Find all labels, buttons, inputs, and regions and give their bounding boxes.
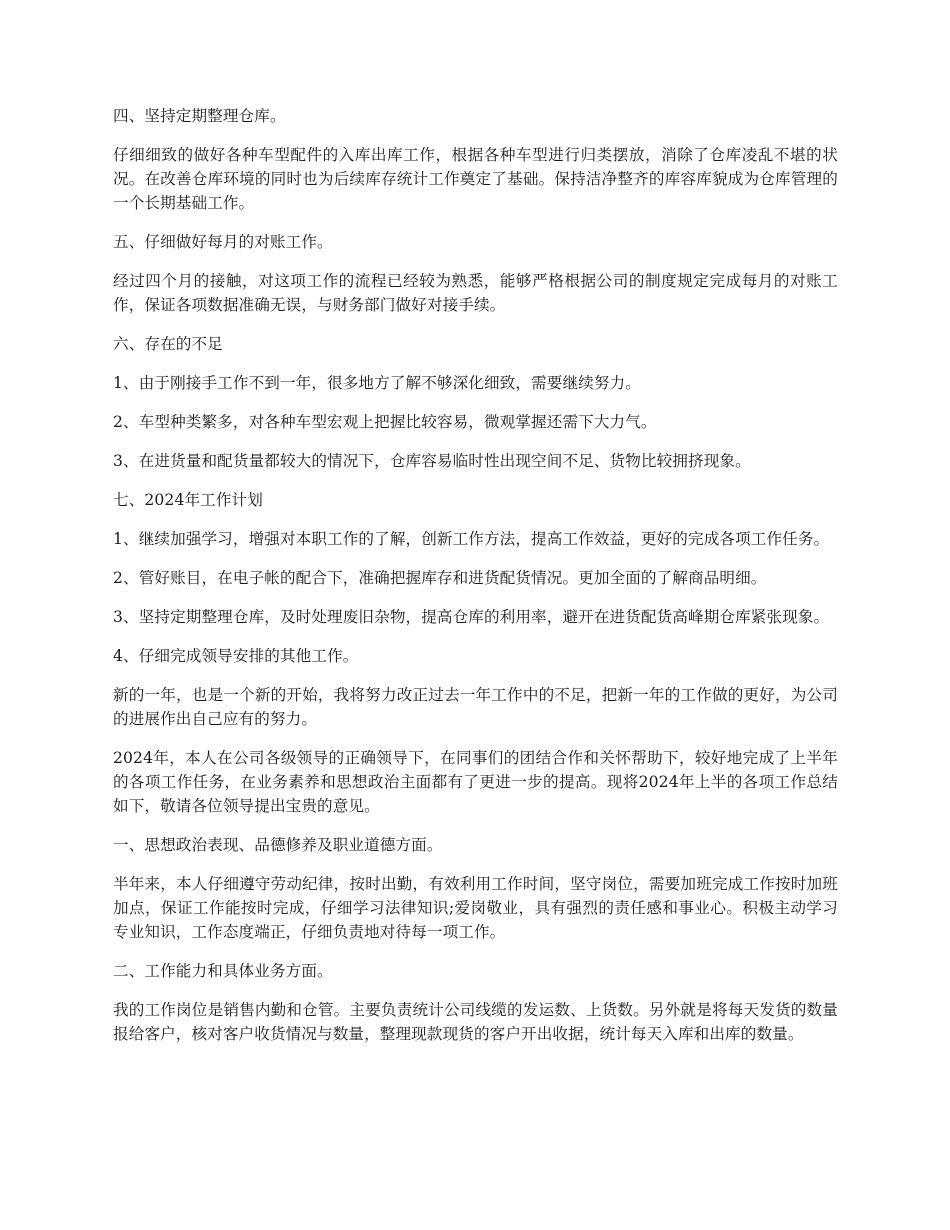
list-item: 3、坚持定期整理仓库，及时处理废旧杂物，提高仓库的利用率，避开在进货配货高峰期仓库紧张现象。 bbox=[113, 608, 830, 626]
paragraph: 我的工作岗位是销售内勤和仓管。主要负责统计公司线缆的发运数、上货数。另外就是将每天发货的数量报给客户，核对客户收货情况与数量，整理现款现货的客户开出收据，统计每天入库和出库的数量。 bbox=[113, 1001, 838, 1043]
list-item: 2、管好账目，在电子帐的配合下，准确把握库存和进货配货情况。更加全面的了解商品明细。 bbox=[113, 569, 767, 587]
section-heading-6: 六、存在的不足 bbox=[113, 335, 223, 353]
paragraph: 2024年，本人在公司各级领导的正确领导下，在同事们的团结合作和关怀帮助下，较好地完成了上半年的各项工作任务，在业务素养和思想政治主面都有了更进一步的提高。现将2024年上半的各项工作总结如下，敬请各位领导提出宝贵的意见。 bbox=[113, 749, 838, 815]
section-heading-2: 二、工作能力和具体业务方面。 bbox=[113, 962, 333, 980]
list-item: 2、车型种类繁多，对各种车型宏观上把握比较容易，微观掌握还需下大力气。 bbox=[113, 413, 657, 431]
list-item: 1、由于刚接手工作不到一年，很多地方了解不够深化细致，需要继续努力。 bbox=[113, 374, 641, 392]
section-heading-4: 四、坚持定期整理仓库。 bbox=[113, 107, 286, 125]
list-item: 4、仔细完成领导安排的其他工作。 bbox=[113, 647, 359, 665]
section-heading-1: 一、思想政治表现、品德修养及职业道德方面。 bbox=[113, 836, 443, 854]
paragraph: 半年来，本人仔细遵守劳动纪律，按时出勤，有效利用工作时间，坚守岗位，需要加班完成工作按时加班加点，保证工作能按时完成，仔细学习法律知识;爱岗敬业，具有强烈的责任感和事业心。积极主动学习专业知识，工作态度端正，仔细负责地对待每一项工作。 bbox=[113, 875, 838, 941]
list-item: 3、在进货量和配货量都较大的情况下，仓库容易临时性出现空间不足、货物比较拥挤现象。 bbox=[113, 452, 751, 470]
section-heading-7: 七、2024年工作计划 bbox=[113, 491, 263, 509]
paragraph: 仔细细致的做好各种车型配件的入库出库工作，根据各种车型进行归类摆放，消除了仓库凌乱不堪的状况。在改善仓库环境的同时也为后续库存统计工作奠定了基础。保持洁净整齐的库容库貌成为仓库管理的一个长期基础工作。 bbox=[113, 146, 838, 212]
section-heading-5: 五、仔细做好每月的对账工作。 bbox=[113, 233, 333, 251]
list-item: 1、继续加强学习，增强对本职工作的了解，创新工作方法，提高工作效益，更好的完成各项工作任务。 bbox=[113, 530, 830, 548]
paragraph: 新的一年，也是一个新的开始，我将努力改正过去一年工作中的不足，把新一年的工作做的更好，为公司的进展作出自己应有的努力。 bbox=[113, 686, 838, 728]
paragraph: 经过四个月的接触，对这项工作的流程已经较为熟悉，能够严格根据公司的制度规定完成每月的对账工作，保证各项数据准确无误，与财务部门做好对接手续。 bbox=[113, 272, 838, 314]
document-body bbox=[113, 104, 838, 1061]
